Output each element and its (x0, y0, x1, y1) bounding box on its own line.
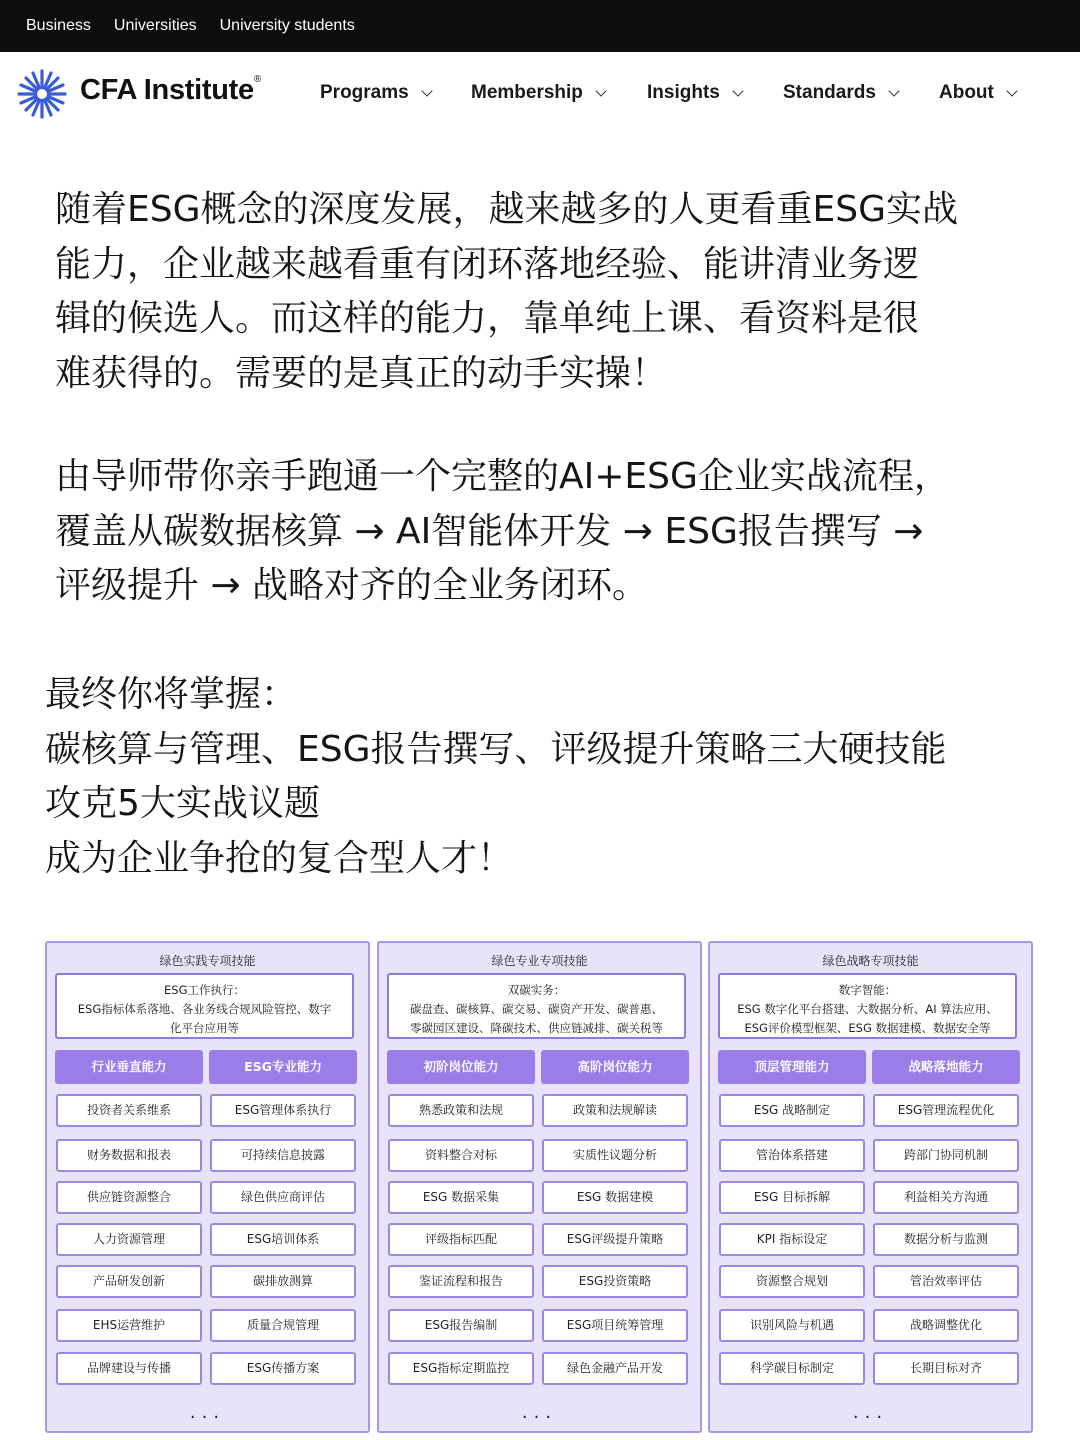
panel-description (718, 973, 1017, 1039)
skill-cell: 管治效率评估 (873, 1265, 1019, 1298)
skill-cell: 资料整合对标 (388, 1139, 534, 1172)
chevron-down-icon (595, 85, 606, 96)
skill-cell: 利益相关方沟通 (873, 1181, 1019, 1214)
skill-cell: ESG传播方案 (210, 1352, 356, 1385)
description-line: ESG 数字化平台搭建、大数据分析、AI 算法应用、 (737, 1002, 998, 1016)
description-line: 双碳实务： (507, 983, 566, 997)
panel-title: 绿色专业专项技能 (491, 954, 588, 968)
skill-cell: ESG评级提升策略 (542, 1223, 688, 1256)
skill-cell: EHS运营维护 (56, 1309, 202, 1342)
skill-cell: ESG报告编制 (388, 1309, 534, 1342)
nav-insights[interactable]: Insights (647, 82, 742, 104)
skill-cell: ESG指标定期监控 (388, 1352, 534, 1385)
skill-cell: 长期目标对齐 (873, 1352, 1019, 1385)
workflow-paragraph: 由导师带你亲手跑通一个完整的AI+ESG企业实战流程， 覆盖从碳数据核算 → AI智能体开发 → ESG报告撰写 → 评级提升 → 战略对齐的全业务闭环。 (55, 456, 950, 606)
more-ellipsis: ... (189, 1402, 226, 1423)
intro-paragraph: 随着ESG概念的深度发展，越来越多的人更看重ESG实战 能力，企业越来越看重有闭环落地经验、能讲清业务逻 辑的候选人。而这样的能力，靠单纯上课、看资料是很 难获得的。需要的是真正的动手实操！ (55, 189, 958, 394)
panel-title: 绿色实践专项技能 (159, 954, 256, 968)
skill-cell: 识别风险与机遇 (719, 1309, 865, 1342)
skill-cell: 管治体系搭建 (719, 1139, 865, 1172)
skill-cell: 品牌建设与传播 (56, 1352, 202, 1385)
nav-programs[interactable]: Programs (320, 82, 431, 104)
skill-cell: 鉴证流程和报告 (388, 1265, 534, 1298)
chevron-down-icon (888, 85, 899, 96)
skill-cell: 碳排放测算 (210, 1265, 356, 1298)
description-line: ESG指标体系落地、各业务线合规风险管控、数字 (77, 1002, 332, 1016)
skill-cell: ESG培训体系 (210, 1223, 356, 1256)
topbar-link-universities[interactable]: Universities (113, 17, 197, 34)
description-line: ESG评价模型框架、ESG 数据建模、数据安全等 (744, 1021, 991, 1035)
skill-cell: 绿色供应商评估 (210, 1181, 356, 1214)
chevron-down-icon (732, 85, 743, 96)
skill-cell: 跨部门协同机制 (873, 1139, 1019, 1172)
skill-cell: 战略调整优化 (873, 1309, 1019, 1342)
skill-cell: ESG项目统筹管理 (542, 1309, 688, 1342)
description-line: ESG工作执行： (164, 983, 245, 997)
more-ellipsis: ... (521, 1402, 558, 1423)
topbar-link-business[interactable]: Business (26, 17, 91, 34)
skill-cell: 熟悉政策和法规 (388, 1094, 534, 1127)
chevron-down-icon (1006, 85, 1017, 96)
skill-cell: 人力资源管理 (56, 1223, 202, 1256)
skill-panel (377, 941, 702, 1433)
skill-panel (708, 941, 1033, 1433)
column-header: 顶层管理能力 (718, 1050, 866, 1084)
skill-cell: 政策和法规解读 (542, 1094, 688, 1127)
skill-cell: 可持续信息披露 (210, 1139, 356, 1172)
skill-cell: KPI 指标设定 (719, 1223, 865, 1256)
skill-cell: 供应链资源整合 (56, 1181, 202, 1214)
skill-cell: ESG管理体系执行 (210, 1094, 356, 1127)
utility-bar (0, 0, 1080, 52)
skill-cell: 投资者关系维系 (56, 1094, 202, 1127)
skill-cell: 绿色金融产品开发 (542, 1352, 688, 1385)
topbar-link-university-students[interactable]: University students (219, 17, 355, 34)
skill-cell: ESG 数据采集 (388, 1181, 534, 1214)
skill-cell: ESG 数据建模 (542, 1181, 688, 1214)
skill-cell: 产品研发创新 (56, 1265, 202, 1298)
description-line: 化平台应用等 (170, 1021, 239, 1035)
skill-cell: ESG 目标拆解 (719, 1181, 865, 1214)
description-line: 数字智能： (838, 983, 897, 997)
main-nav (0, 52, 1080, 134)
skill-cell: 数据分析与监测 (873, 1223, 1019, 1256)
skill-cell: ESG投资策略 (542, 1265, 688, 1298)
skill-cell: ESG 战略制定 (719, 1094, 865, 1127)
description-line: 零碳园区建设、降碳技术、供应链减排、碳关税等 (410, 1021, 663, 1035)
skill-cell: 质量合规管理 (210, 1309, 356, 1342)
panel-description (55, 973, 354, 1039)
cfa-starburst-logo-icon[interactable] (14, 66, 70, 122)
skill-cell: 资源整合规划 (719, 1265, 865, 1298)
chevron-down-icon (421, 85, 432, 96)
description-line: 碳盘查、碳核算、碳交易、碳资产开发、碳普惠、 (410, 1002, 663, 1016)
skill-cell: 科学碳目标制定 (719, 1352, 865, 1385)
skill-cell: 实质性议题分析 (542, 1139, 688, 1172)
skill-panel (45, 941, 370, 1433)
column-header: 行业垂直能力 (55, 1050, 203, 1084)
skill-cell: 财务数据和报表 (56, 1139, 202, 1172)
skill-cell: ESG管理流程优化 (873, 1094, 1019, 1127)
more-ellipsis: ... (852, 1402, 889, 1423)
column-header: 战略落地能力 (872, 1050, 1020, 1084)
column-header: 高阶岗位能力 (541, 1050, 689, 1084)
nav-membership[interactable]: Membership (471, 82, 605, 104)
outcome-paragraph: 最终你将掌握： 碳核算与管理、ESG报告撰写、评级提升策略三大硬技能 攻克5大实战议题 成为企业争抢的复合型人才！ (45, 674, 947, 879)
brand-name[interactable]: CFA Institute® (80, 74, 261, 106)
nav-about[interactable]: About (939, 82, 1016, 104)
skill-cell: 评级指标匹配 (388, 1223, 534, 1256)
column-header: 初阶岗位能力 (387, 1050, 535, 1084)
nav-standards[interactable]: Standards (783, 82, 898, 104)
column-header: ESG专业能力 (209, 1050, 357, 1084)
panel-title: 绿色战略专项技能 (822, 954, 919, 968)
panel-description (387, 973, 686, 1039)
